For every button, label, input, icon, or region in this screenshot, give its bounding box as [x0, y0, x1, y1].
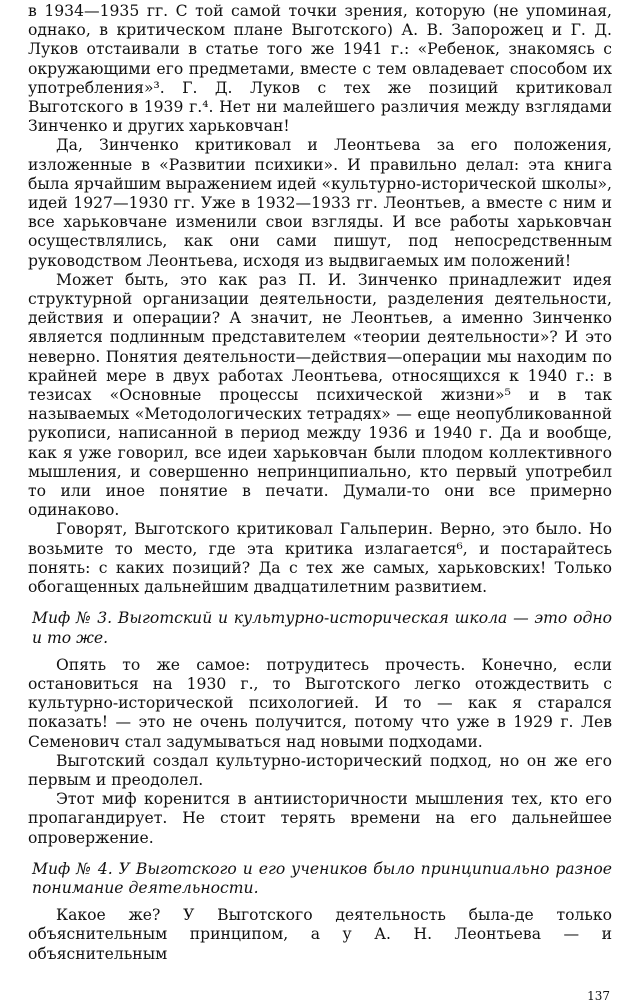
paragraph-continued: в 1934—1935 гг. С той самой точки зрения, которую (не упоминая, однако, в критическом плане Выготского) А. В. Запорожец и Г. Д. Луков отстаивали в статье того же 1941 г.: «Ребенок, знакомясь с окружающими его предметами, вместе с тем овладевает способом их употребления»³. Г. Д. Луков с тех же позиций критиковал Выготского в 1939 г.⁴. Нет ни малейшего различия между взглядами Зинченко и других харьковчан!: [28, 2, 612, 136]
page-number: 137: [587, 989, 610, 1003]
myth-3-heading: Миф № 3. Выготский и культурно-историческая школа — это одно и то же.: [32, 609, 612, 647]
body-text: [28, 2, 612, 964]
paragraph-structure-of-activity: Может быть, это как раз П. И. Зинченко принадлежит идея структурной организации деятельности, разделения деятельности, действия и операции? А значит, не Леонтьев, а именно Зинченко является подлинным представителем «теории деятельности»? И это неверно. Понятия деятельности—действия—операции мы находим по крайней мере в двух работах Леонтьева, относящихся к 1940 г.: в тезисах «Основные процессы психической жизни»⁵ и в так называемых «Методологических тетрадях» — еще неопубликованной рукописи, написанной в период между 1936 и 1940 г. Да и вообще, как я уже говорил, все идеи харьковчан были плодом коллективного мышления, и совершенно непринципиально, кто первый употребил то или иное понятие в печати. Думали-то они все примерно одинаково.: [28, 270, 612, 520]
myth-4-heading: Миф № 4. У Выготского и его учеников было принципиально разное понимание деятельности.: [32, 859, 612, 897]
paragraph-which-one: Какое же? У Выготского деятельность была-де только объяснительным принципом, а у А. Н. Леонтьева — и объяснительным: [28, 906, 612, 963]
paragraph-zinchenko-criticism: Да, Зинченко критиковал и Леонтьева за его положения, изложенные в «Развитии психики». И правильно делал: эта книга была ярчайшим выражением идей «культурно-исторической школы», идей 1927—1930 гг. Уже в 1932—1933 гг. Леонтьев, а вместе с ним и все харьковчане изменили свои взгляды. И все работы харьковчан осуществлялись, как они сами пишут, под непосредственным руководством Леонтьева, исходя из выдвигаемых им положений!: [28, 136, 612, 270]
paragraph-galperin: Говорят, Выготского критиковал Гальперин. Верно, это было. Но возьмите то место, где эта критика излагается⁶, и постарайтесь понять: с каких позиций? Да с тех же самых, харьковских! Только обогащенных дальнейшим двадцатилетним развитием.: [28, 520, 612, 597]
paragraph-vygotsky-overcame: Выготский создал культурно-исторический подход, но он же его первым и преодолел.: [28, 751, 612, 789]
paragraph-myth-roots: Этот миф коренится в антиисторичности мышления тех, кто его пропагандирует. Не стоит терять времени на его дальнейшее опровержение.: [28, 790, 612, 847]
paragraph-read-again: Опять то же самое: потрудитесь прочесть. Конечно, если остановиться на 1930 г., то Выготского легко отождествить с культурно-исторической психологией. И то — как я старался показать! — это не очень получится, потому что уже в 1929 г. Лев Семенович стал задумываться над новыми подходами.: [28, 655, 612, 751]
